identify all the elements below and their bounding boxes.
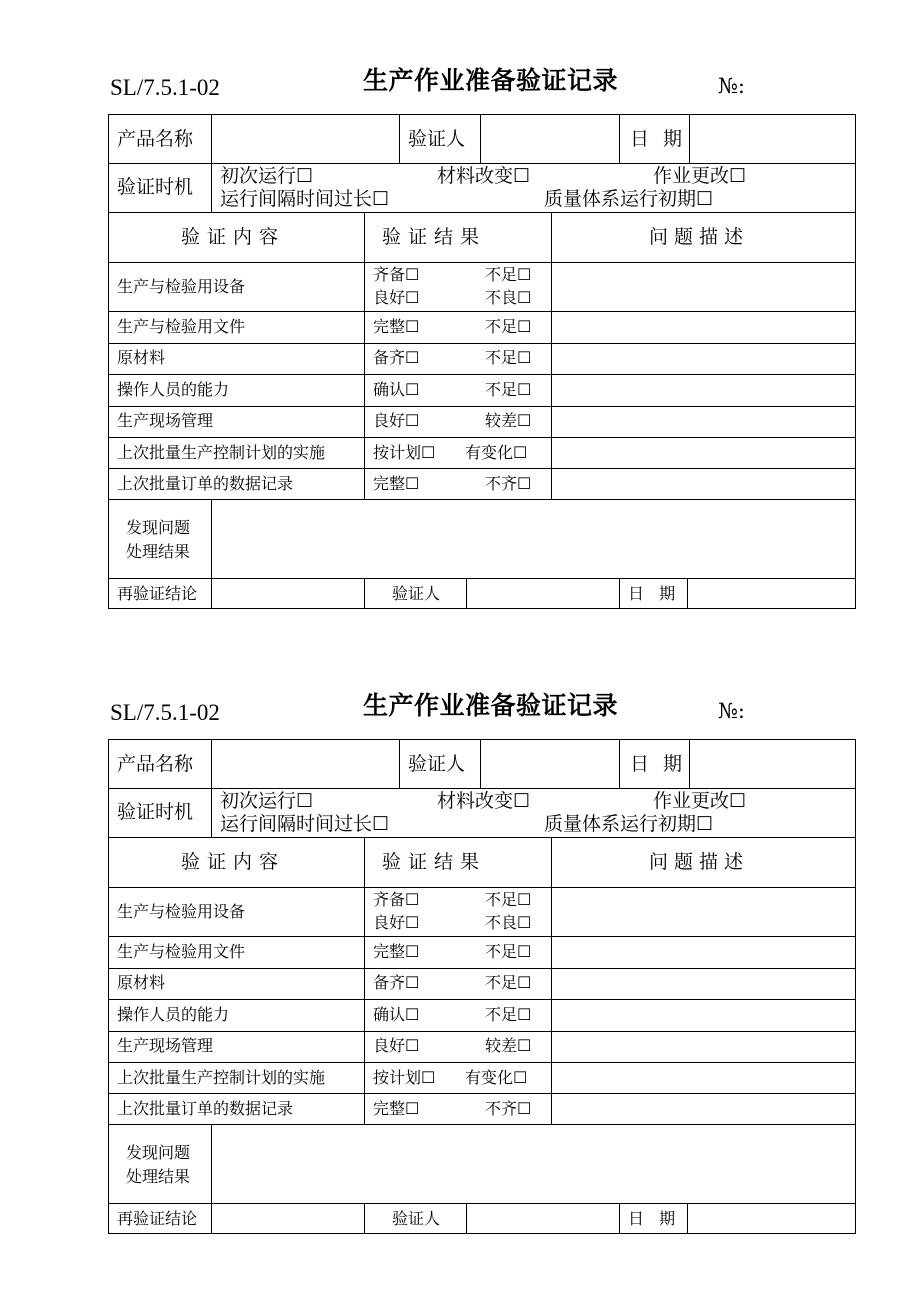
record-number-label: №: — [718, 74, 745, 98]
verification-record-form — [0, 66, 920, 626]
option-complete[interactable]: 完整☐ — [373, 942, 420, 961]
record-table — [108, 114, 856, 609]
item-control-plan: 上次批量生产控制计划的实施 — [117, 443, 326, 462]
option-poor[interactable]: 较差☐ — [485, 1036, 532, 1055]
option-insufficient[interactable]: 不足☐ — [485, 380, 532, 399]
column-header-result: 验证结果 — [382, 226, 487, 248]
form-title: 生产作业准备验证记录 — [363, 691, 619, 720]
option-as-planned[interactable]: 按计划☐ — [373, 1068, 436, 1087]
form-header — [0, 66, 920, 111]
column-header-content: 验证内容 — [181, 226, 286, 248]
option-ready[interactable]: 备齐☐ — [373, 973, 420, 992]
product-name-field[interactable] — [212, 740, 399, 788]
item-raw-materials: 原材料 — [117, 973, 166, 992]
findings-field[interactable] — [212, 1125, 855, 1203]
item-documents: 生产与检验用文件 — [117, 317, 246, 336]
reverify-conclusion-field[interactable] — [212, 579, 364, 609]
option-insufficient[interactable]: 不足☐ — [485, 973, 532, 992]
form-copy-1 — [0, 66, 920, 626]
timing-option-material-change[interactable]: 材料改变☐ — [437, 790, 531, 812]
option-good[interactable]: 良好☐ — [373, 1036, 420, 1055]
verifier-field[interactable] — [481, 740, 619, 788]
reverify-date-field[interactable] — [688, 1204, 855, 1234]
reverify-date-label: 日 期 — [628, 1209, 681, 1228]
date-label: 日 期 — [630, 128, 687, 150]
product-name-label: 产品名称 — [117, 128, 194, 150]
option-insufficient[interactable]: 不足☐ — [485, 890, 532, 909]
option-complete[interactable]: 齐备☐ — [373, 890, 420, 909]
option-complete[interactable]: 完整☐ — [373, 474, 420, 493]
option-poor[interactable]: 较差☐ — [485, 411, 532, 430]
item-site-management: 生产现场管理 — [117, 1036, 214, 1055]
timing-option-operation-change[interactable]: 作业更改☐ — [653, 790, 747, 812]
column-header-problem: 问题描述 — [649, 226, 750, 248]
timing-option-material-change[interactable]: 材料改变☐ — [437, 165, 531, 187]
document-code: SL/7.5.1-02 — [110, 75, 220, 100]
findings-label-line2: 处理结果 — [126, 542, 191, 561]
option-good[interactable]: 良好☐ — [373, 913, 420, 932]
item-control-plan: 上次批量生产控制计划的实施 — [117, 1068, 326, 1087]
option-confirmed[interactable]: 确认☐ — [373, 1005, 420, 1024]
product-name-field[interactable] — [212, 115, 399, 163]
option-insufficient[interactable]: 不足☐ — [485, 1005, 532, 1024]
date-field[interactable] — [690, 740, 855, 788]
record-table — [108, 739, 856, 1234]
reverify-conclusion-label: 再验证结论 — [117, 1209, 198, 1228]
findings-label-line1: 发现问题 — [126, 1143, 191, 1162]
findings-field[interactable] — [212, 500, 855, 578]
verification-timing-label: 验证时机 — [117, 801, 194, 823]
verification-timing-label: 验证时机 — [117, 176, 194, 198]
findings-label-line1: 发现问题 — [126, 518, 191, 537]
option-ready[interactable]: 备齐☐ — [373, 348, 420, 367]
record-number-label: №: — [718, 699, 745, 723]
item-equipment: 生产与检验用设备 — [117, 902, 246, 921]
column-header-result: 验证结果 — [382, 851, 487, 873]
timing-option-long-interval[interactable]: 运行间隔时间过长☐ — [220, 188, 390, 210]
verifier-field[interactable] — [481, 115, 619, 163]
reverify-conclusion-field[interactable] — [212, 1204, 364, 1234]
option-good[interactable]: 良好☐ — [373, 411, 420, 430]
option-insufficient[interactable]: 不足☐ — [485, 265, 532, 284]
option-incomplete[interactable]: 不齐☐ — [485, 1099, 532, 1118]
option-complete[interactable]: 完整☐ — [373, 1099, 420, 1118]
option-good[interactable]: 良好☐ — [373, 288, 420, 307]
item-operator-ability: 操作人员的能力 — [117, 1005, 230, 1024]
reverify-conclusion-label: 再验证结论 — [117, 584, 198, 603]
timing-option-long-interval[interactable]: 运行间隔时间过长☐ — [220, 813, 390, 835]
form-header — [0, 691, 920, 736]
column-header-problem: 问题描述 — [649, 851, 750, 873]
reverify-verifier-label: 验证人 — [392, 584, 441, 603]
reverify-verifier-field[interactable] — [467, 579, 619, 609]
option-incomplete[interactable]: 不齐☐ — [485, 474, 532, 493]
column-header-content: 验证内容 — [181, 851, 286, 873]
option-insufficient[interactable]: 不足☐ — [485, 317, 532, 336]
option-bad[interactable]: 不良☐ — [485, 913, 532, 932]
timing-option-operation-change[interactable]: 作业更改☐ — [653, 165, 747, 187]
date-label: 日 期 — [630, 753, 687, 775]
verifier-label: 验证人 — [408, 753, 466, 775]
timing-option-first-run[interactable]: 初次运行☐ — [220, 165, 314, 187]
timing-option-qms-initial[interactable]: 质量体系运行初期☐ — [544, 188, 714, 210]
option-insufficient[interactable]: 不足☐ — [485, 348, 532, 367]
timing-option-first-run[interactable]: 初次运行☐ — [220, 790, 314, 812]
option-changed[interactable]: 有变化☐ — [465, 443, 528, 462]
form-title: 生产作业准备验证记录 — [363, 66, 619, 95]
document-code: SL/7.5.1-02 — [110, 700, 220, 725]
item-equipment: 生产与检验用设备 — [117, 277, 246, 296]
item-order-records: 上次批量订单的数据记录 — [117, 1099, 294, 1118]
item-site-management: 生产现场管理 — [117, 411, 214, 430]
timing-option-qms-initial[interactable]: 质量体系运行初期☐ — [544, 813, 714, 835]
item-operator-ability: 操作人员的能力 — [117, 380, 230, 399]
findings-label-line2: 处理结果 — [126, 1167, 191, 1186]
item-documents: 生产与检验用文件 — [117, 942, 246, 961]
option-confirmed[interactable]: 确认☐ — [373, 380, 420, 399]
option-complete[interactable]: 齐备☐ — [373, 265, 420, 284]
option-complete[interactable]: 完整☐ — [373, 317, 420, 336]
verifier-label: 验证人 — [408, 128, 466, 150]
item-raw-materials: 原材料 — [117, 348, 166, 367]
reverify-verifier-label: 验证人 — [392, 1209, 441, 1228]
verification-record-form — [0, 691, 920, 1251]
item-order-records: 上次批量订单的数据记录 — [117, 474, 294, 493]
product-name-label: 产品名称 — [117, 753, 194, 775]
option-insufficient[interactable]: 不足☐ — [485, 942, 532, 961]
form-copy-2 — [0, 691, 920, 1251]
option-as-planned[interactable]: 按计划☐ — [373, 443, 436, 462]
reverify-date-label: 日 期 — [628, 584, 681, 603]
reverify-date-field[interactable] — [688, 579, 855, 609]
option-changed[interactable]: 有变化☐ — [465, 1068, 528, 1087]
date-field[interactable] — [690, 115, 855, 163]
option-bad[interactable]: 不良☐ — [485, 288, 532, 307]
reverify-verifier-field[interactable] — [467, 1204, 619, 1234]
